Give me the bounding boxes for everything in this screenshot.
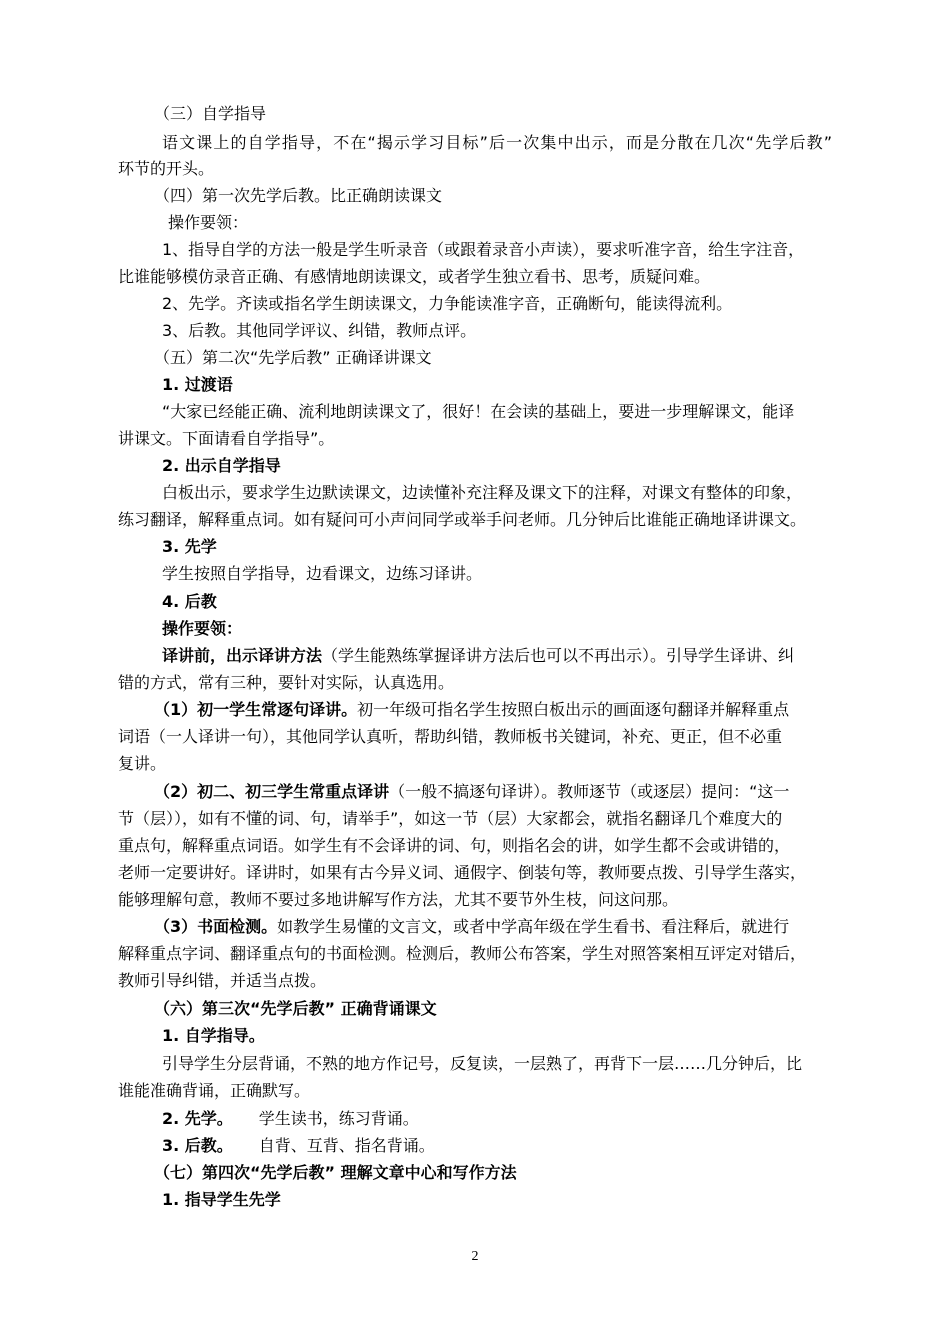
paragraph-line: 比谁能够模仿录音正确、有感情地朗读课文，或者学生独立看书、思考，质疑问难。 (118, 267, 711, 286)
paragraph-line: “大家已经能正确、流利地朗读课文了，很好！在会读的基础上，要进一步理解课文，能译 (162, 402, 795, 421)
paragraph-line: 1、指导自学的方法一般是学生听录音（或跟着录音小声读），要求听准字音，给生字注音， (162, 240, 805, 259)
paragraph-line (162, 1106, 419, 1132)
paragraph-line: 引导学生分层背诵，不熟的地方作记号，反复读，一层熟了，再背下一层……几分钟后，比 (162, 1054, 803, 1073)
paragraph-line: 谁能准确背诵，正确默写。 (118, 1081, 311, 1100)
subheading-teach-after: 4. 后教 (162, 592, 217, 611)
bold-lead: （1）初一学生常逐句译讲。 (154, 700, 358, 719)
paragraph-line: 节（层）），如有不懂的词、句，请举手”，如这一节（层）大家都会，就指名翻译几个难度大的 (118, 809, 783, 828)
paragraph-line: 语文课上的自学指导，不在“揭示学习目标”后一次集中出示，而是分散在几次“先学后教” (162, 133, 832, 152)
heading-fourth-round: （七）第四次“先学后教” 理解文章中心和写作方法 (154, 1163, 517, 1182)
bold-lead: 3. 后教。 (162, 1136, 233, 1155)
inline-text: （一般不搞逐句译讲）。教师逐节（或逐层）提问：“这一 (389, 782, 790, 801)
bold-lead: 译讲前，出示译讲方法 (162, 646, 323, 665)
heading-self-study-guidance: （三）自学指导 (154, 104, 267, 123)
paragraph-line: 重点句，解释重点词语。如学生有不会译讲的词、句，则指名会的讲，如学生都不会或讲错的， (118, 836, 791, 855)
heading-third-round: （六）第三次“先学后教” 正确背诵课文 (154, 999, 437, 1018)
paragraph-line: 错的方式，常有三种，要针对实际，认真选用。 (118, 673, 455, 692)
subheading-guide-students: 1. 指导学生先学 (162, 1190, 281, 1209)
paragraph-line: 老师一定要讲好。译讲时，如果有古今异义词、通假字、倒装句等，教师要点拨、引导学生落实， (118, 863, 807, 882)
paragraph-line (154, 779, 789, 805)
paragraph-line: 学生按照自学指导，边看课文，边练习译讲。 (162, 564, 483, 583)
paragraph-line: 能够理解句意，教师不要过多地讲解写作方法，尤其不要节外生枝，问这问那。 (118, 890, 679, 909)
subheading-key-points: 操作要领： (168, 213, 249, 232)
subheading-self-guidance: 1. 自学指导。 (162, 1026, 265, 1045)
subheading-key-points-bold: 操作要领： (162, 619, 243, 638)
heading-first-round: （四）第一次先学后教。比正确朗读课文 (154, 186, 443, 205)
paragraph-line: 教师引导纠错，并适当点拨。 (118, 971, 327, 990)
paragraph-line: 2、先学。齐读或指名学生朗读课文，力争能读准字音，正确断句，能读得流利。 (162, 294, 733, 313)
inline-text: 学生读书，练习背诵。 (258, 1109, 419, 1128)
inline-text: 如教学生易懂的文言文，或者中学高年级在学生看书、看注释后，就进行 (277, 917, 790, 936)
heading-second-round: （五）第二次“先学后教” 正确译讲课文 (154, 348, 432, 367)
subheading-transition: 1. 过渡语 (162, 375, 233, 394)
paragraph-line: 练习翻译，解释重点词。如有疑问可小声问同学或举手问老师。几分钟后比谁能正确地译讲课文。 (118, 510, 807, 529)
paragraph-line (154, 914, 789, 940)
inline-text: 初一年级可指名学生按照白板出示的画面逐句翻译并解释重点 (357, 700, 790, 719)
paragraph-line: 白板出示，要求学生边默读课文，边读懂补充注释及课文下的注释，对课文有整体的印象， (162, 483, 803, 502)
paragraph-line: 环节的开头。 (118, 159, 215, 178)
inline-text: 自背、互背、指名背诵。 (258, 1136, 435, 1155)
page-number: 2 (471, 1249, 479, 1264)
paragraph-line (162, 643, 794, 669)
subheading-study-first: 3. 先学 (162, 537, 217, 556)
inline-text: （学生能熟练掌握译讲方法后也可以不再出示）。引导学生译讲、纠 (322, 646, 795, 665)
paragraph-line: 解释重点字词、翻译重点句的书面检测。检测后，教师公布答案，学生对照答案相互评定对错后， (118, 944, 807, 963)
bold-lead: （2）初二、初三学生常重点译讲 (154, 782, 390, 801)
paragraph-line (154, 697, 789, 723)
bold-lead: （3）书面检测。 (154, 917, 278, 936)
paragraph-line: 复讲。 (118, 754, 167, 773)
paragraph-line: 讲课文。下面请看自学指导”。 (118, 429, 335, 448)
bold-lead: 2. 先学。 (162, 1109, 233, 1128)
subheading-show-guidance: 2. 出示自学指导 (162, 456, 281, 475)
paragraph-line (162, 1133, 435, 1159)
paragraph-line: 3、后教。其他同学评议、纠错，教师点评。 (162, 321, 477, 340)
paragraph-line: 词语（一人译讲一句），其他同学认真听，帮助纠错，教师板书关键词，补充、更正，但不必重 (118, 727, 783, 746)
